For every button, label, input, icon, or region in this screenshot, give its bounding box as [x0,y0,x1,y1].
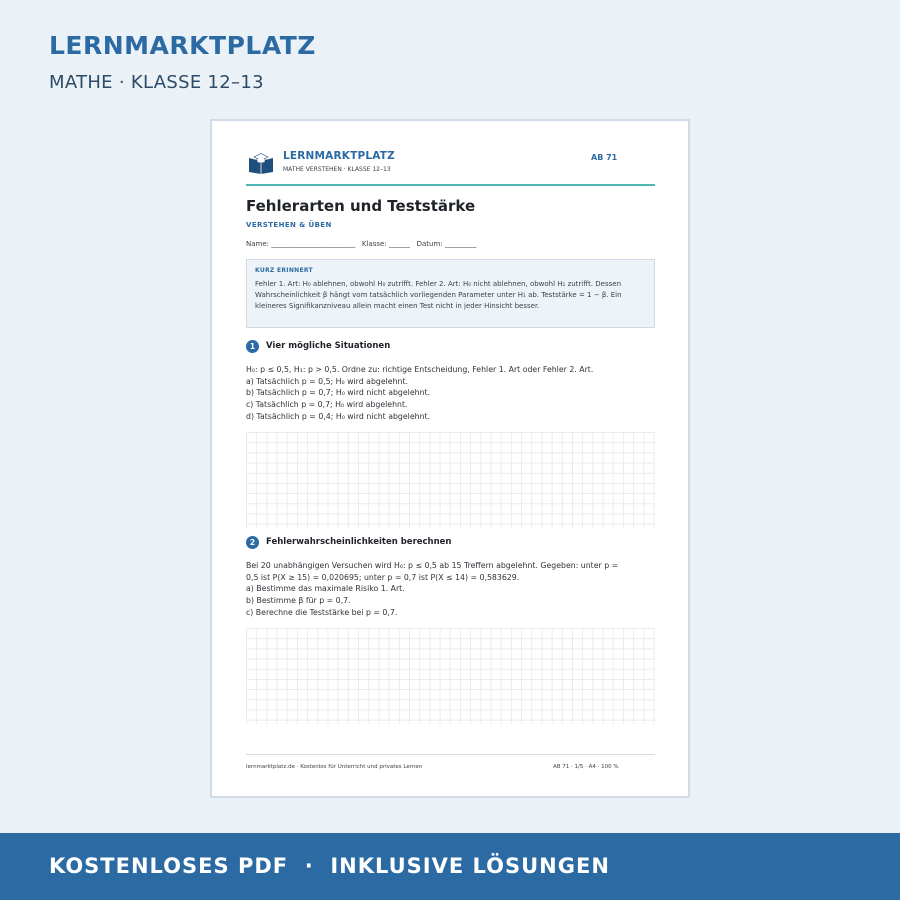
task-text [246,560,651,619]
reminder-text: Fehler 1. Art: H₀ ablehnen, obwohl H₀ zutrifft. Fehler 2. Art: H₀ nicht ablehnen, obwohl H₁ zutrifft. Dessen Wahrscheinlichkeit β hängt vom tatsächlich vorliegenden Parameter unter H₁ ab. Teststärke = 1 − β. Ein kleineres Signifikanzniveau allein macht einen Test nicht in jeder Hinsicht besser. [255,280,622,310]
task-line: c) Berechne die Teststärke bei p = 0,7. [246,607,398,617]
task-line: a) Tatsächlich p = 0,5; H₀ wird abgelehnt. [246,376,409,386]
task-text [246,364,651,423]
footer-right: AB 71 · 1/5 · A4 · 100 % [553,764,619,770]
answer-grid [246,432,655,528]
task-heading: Vier mögliche Situationen [266,341,391,351]
site-subtitle: MATHE · KLASSE 12–13 [49,72,264,93]
task-line: c) Tatsächlich p = 0,7; H₀ wird abgelehnt. [246,400,408,410]
task-line: b) Tatsächlich p = 0,7; H₀ wird nicht abgelehnt. [246,388,431,398]
task-line: Bei 20 unabhängigen Versuchen wird H₀: p ≤ 0,5 ab 15 Treffern abgelehnt. Gegeben: unter p = [246,561,619,570]
footer-left: lernmarktplatz.de · Kostenlos für Unterricht und privates Lernen [246,764,423,770]
header-divider [246,184,655,186]
task-line: a) Bestimme das maximale Risiko 1. Art. [246,584,405,594]
banner-text: KOSTENLOSES PDF · INKLUSIVE LÖSUNGEN [49,854,610,878]
worksheet-title: Fehlerarten und Teststärke [246,197,476,215]
answer-grid [246,628,655,724]
task-line: H₀: p ≤ 0,5, H₁: p > 0,5. Ordne zu: richtige Entscheidung, Fehler 1. Art oder Fehler 2. Art. [246,365,594,374]
worksheet-kicker: VERSTEHEN & ÜBEN [246,221,332,229]
worksheet-brand-subtitle: MATHE VERSTEHEN · KLASSE 12–13 [283,166,391,173]
worksheet-code: AB 71 [591,153,618,162]
reminder-box [246,259,655,328]
worksheet-brand: LERNMARKTPLATZ [283,150,395,162]
graduation-cap-book-icon [248,152,274,174]
task-line: d) Tatsächlich p = 0,4; H₀ wird nicht abgelehnt. [246,411,431,421]
reminder-heading: KURZ ERINNERT [255,267,313,274]
task-heading: Fehlerwahrscheinlichkeiten berechnen [266,537,452,547]
task-number-badge: 1 [246,340,259,353]
promo-banner [0,833,900,900]
task-line: 0,5 ist P(X ≥ 15) = 0,020695; unter p = 0,7 ist P(X ≤ 14) = 0,583629. [246,572,520,582]
worksheet-preview [210,119,690,798]
name-class-date-fields: Name: ________________________ Klasse: ______ Datum: _________ [246,240,477,248]
footer-divider [246,754,655,755]
task-number-badge: 2 [246,536,259,549]
site-brand: LERNMARKTPLATZ [49,31,316,60]
task-line: b) Bestimme β für p = 0,7. [246,596,351,606]
